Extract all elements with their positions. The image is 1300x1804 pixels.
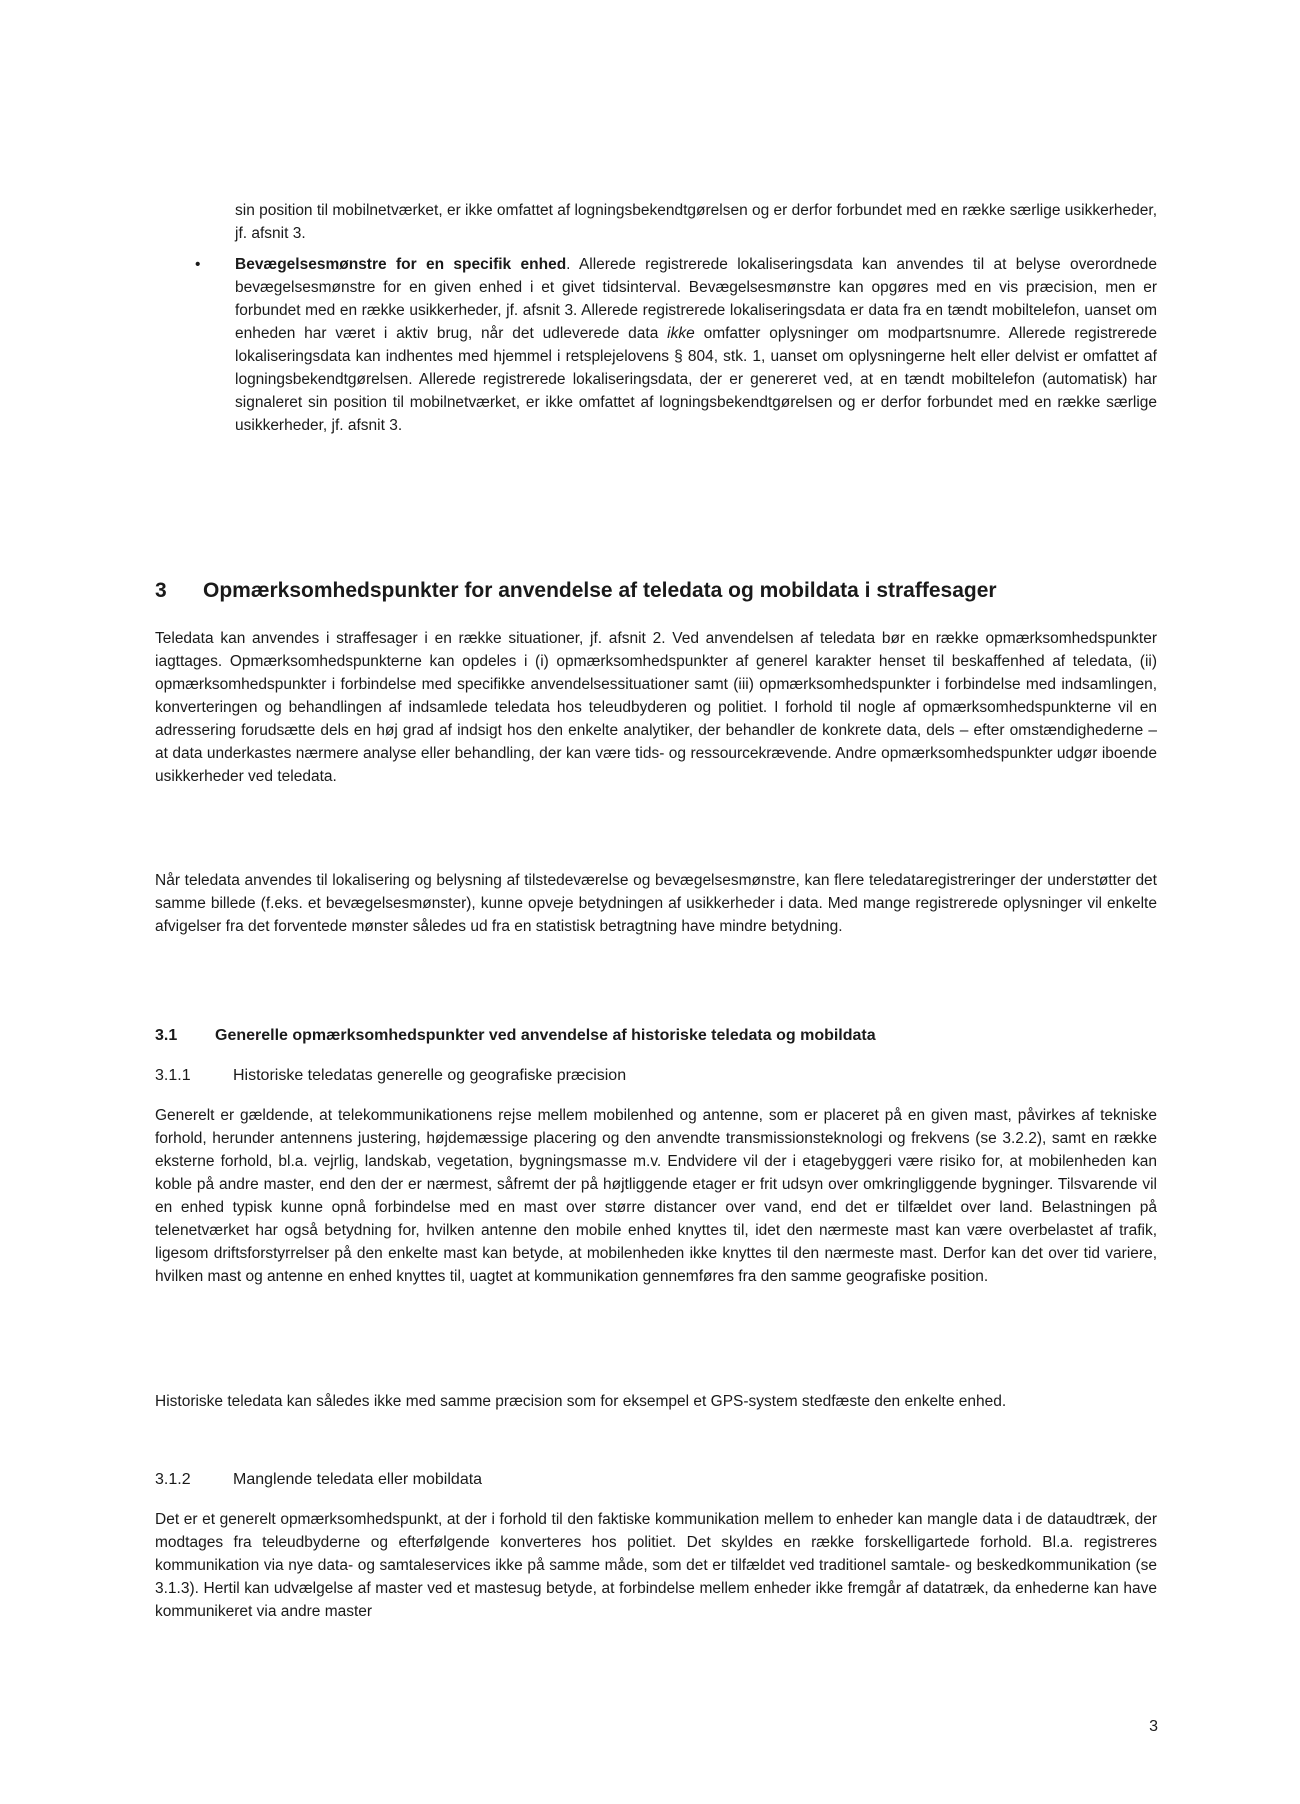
bullet-text-part-1: . Allerede registrerede lokaliseringsdata kan anvendes til at belyse overordnede bevægelsesmønstre for en given enhed i et givet tidsinterval. Bevægelsesmønstre kan opgøres med en vis præcision, men er forbundet med en række usikkerheder, jf. afsnit 3. Allerede registrerede lokaliseringsdata er data fra en tændt mobiltelefon, uanset om enheden har været i aktiv brug, når det udleverede data bbox=[235, 256, 1157, 342]
section-3-1-1-paragraph-1: Generelt er gældende, at telekommunikationens rejse mellem mobilenhed og antenne, som er placeret på en given mast, påvirkes af tekniske forhold, herunder antennens justering, højdemæssige placering og den anvendte transmissionsteknologi og frekvens (se 3.2.2), samt en række eksterne forhold, bl.a. vejrlig, landskab, vegetation, bygningsmasse m.v. Endvidere vil der i etagebyggeri være risiko for, at mobilenheden kan koble på andre master, end den der er nærmest, såfremt der på højtliggende etager er frit udsyn over omkringliggende bygninger. Tilsvarende vil en enhed typisk kunne opnå forbindelse med en mast over større distancer over vand, end det er tilfældet over land. Belastningen på telenetværket har også betydning for, hvilken antenne den mobile enhed knyttes til, idet den nærmeste mast kan være overbelastet af trafik, ligesom driftsforstyrrelser på den enkelte mast kan betyde, at mobilenheden ikke knyttes til den nærmeste mast. Derfor kan det over tid variere, hvilken mast og antenne en enhed knyttes til, uagtet at kommunikation gennemføres fra den samme geografiske position. bbox=[155, 1107, 1157, 1285]
section-3-1-2-heading bbox=[155, 1469, 1157, 1491]
section-3-number: 3 bbox=[155, 579, 167, 602]
continuation-paragraph: sin position til mobilnetværket, er ikke omfattet af logningsbekendtgørelsen og er derfor forbundet med en række særlige usikkerheder, jf. afsnit 3. bbox=[235, 202, 1157, 242]
bullet-text-part-2: omfatter oplysninger om modpartsnumre. Allerede registrerede lokaliseringsdata kan indhentes med hjemmel i retsplejelovens § 804, stk. 1, uanset om oplysningerne helt eller delvist er omfattet af logningsbekendtgørelsen. Allerede registrerede lokaliseringsdata, der er genereret ved, at en tændt mobiltelefon (automatisk) har signaleret sin position til mobilnetværket, er ikke omfattet af logningsbekendtgørelsen og er derfor forbundet med en række særlige usikkerheder, jf. afsnit 3. bbox=[235, 325, 1157, 434]
section-3-1-1-number: 3.1.1 bbox=[155, 1067, 191, 1084]
bullet-paragraph bbox=[235, 253, 1157, 437]
bullet-italic-word: ikke bbox=[667, 325, 695, 342]
section-3-1-1-heading bbox=[155, 1065, 1157, 1087]
section-3-1-2-number: 3.1.2 bbox=[155, 1471, 191, 1488]
section-3-paragraph-2: Når teledata anvendes til lokalisering og belysning af tilstedeværelse og bevægelsesmønstre, kan flere teledataregistreringer der understøtter det samme billede (f.eks. et bevægelsesmønster), kunne opveje betydningen af usikkerheder i data. Med mange registrerede oplysninger vil enkelte afvigelser fra det forventede mønster således ud fra en statistisk betragtning have mindre betydning. bbox=[155, 872, 1157, 935]
bullet-icon: • bbox=[195, 256, 201, 273]
section-3-1-1-paragraph-2: Historiske teledata kan således ikke med samme præcision som for eksempel et GPS-system stedfæste den enkelte enhed. bbox=[155, 1393, 1007, 1410]
section-3-heading bbox=[155, 577, 1157, 605]
section-3-title: Opmærksomhedspunkter for anvendelse af teledata og mobildata i straffesager bbox=[203, 579, 997, 602]
section-3-1-2-paragraph-1: Det er et generelt opmærksomhedspunkt, at der i forhold til den faktiske kommunikation mellem to enheder kan mangle data i de dataudtræk, der modtages fra teleudbyderne og efterfølgende konverteres hos politiet. Det skyldes en række forskelligartede forhold. Bl.a. registreres kommunikation via nye data- og samtaleservices ikke på samme måde, som det er tilfældet ved traditionel samtale- og beskedkommunikation (se 3.1.3). Hertil kan udvælgelse af master ved et mastesug betyde, at forbindelse mellem enheder ikke fremgår af datatræk, da enhederne kan have kommunikeret via andre master bbox=[155, 1511, 1157, 1620]
section-3-1-number: 3.1 bbox=[155, 1027, 178, 1044]
section-3-1-heading bbox=[155, 1025, 1157, 1047]
bullet-item bbox=[195, 253, 1157, 437]
bullet-heading: Bevægelsesmønstre for en specifik enhed bbox=[235, 256, 567, 273]
section-3-1-2-title: Manglende teledata eller mobildata bbox=[233, 1471, 483, 1488]
section-3-1-1-title: Historiske teledatas generelle og geografiske præcision bbox=[233, 1067, 627, 1084]
section-3-paragraph-1: Teledata kan anvendes i straffesager i en række situationer, jf. afsnit 2. Ved anvendelsen af teledata bør en række opmærksomhedspunkter iagttages. Opmærksomhedspunkterne kan opdeles i (i) opmærksomhedspunkter af generel karakter henset til beskaffenhed af teledata, (ii) opmærksomhedspunkter i forbindelse med specifikke anvendelsessituationer samt (iii) opmærksomhedspunkter i forbindelse med indsamlingen, konverteringen og behandlingen af indsamlede teledata hos teleudbyderen og politiet. I forhold til nogle af opmærksomhedspunkterne vil en adressering forudsætte dels en høj grad af indsigt hos den enkelte analytiker, der behandler de konkrete data, dels – efter omstændighederne – at data underkastes nærmere analyse eller behandling, der kan være tids- og ressourcekrævende. Andre opmærksomhedspunkter udgør iboende usikkerheder ved teledata. bbox=[155, 630, 1157, 785]
page-number: 3 bbox=[1149, 1718, 1158, 1735]
section-3-1-title: Generelle opmærksomhedspunkter ved anvendelse af historiske teledata og mobildata bbox=[215, 1027, 876, 1044]
